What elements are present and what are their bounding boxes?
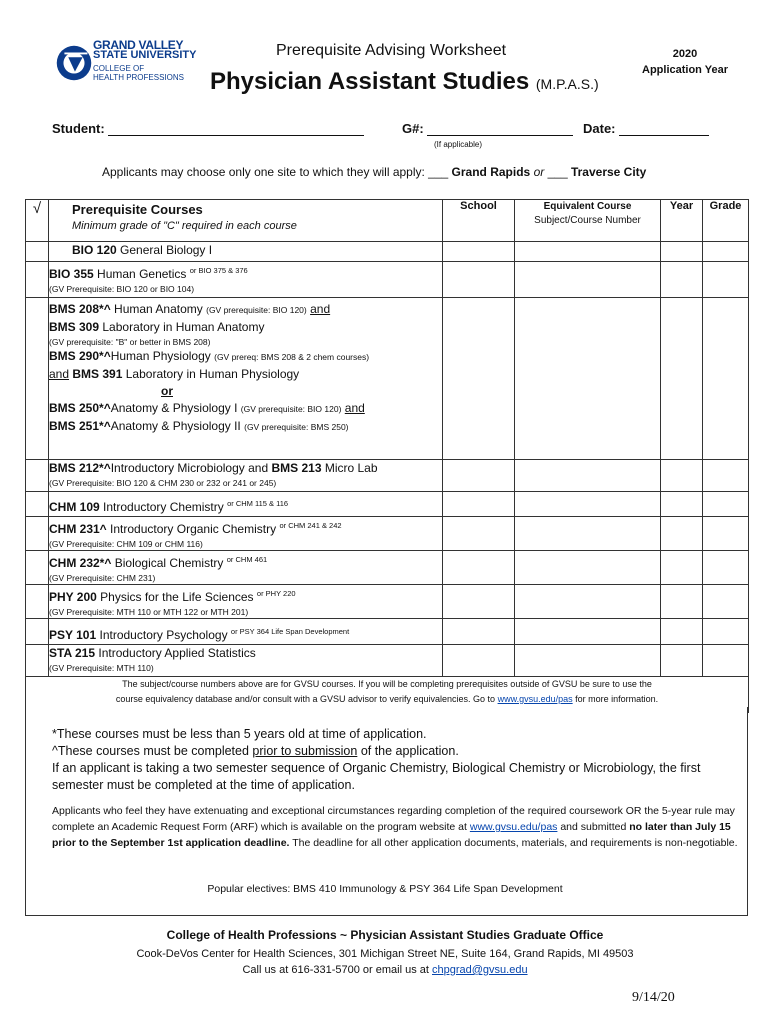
year-cell[interactable] [661, 262, 703, 298]
program-title [210, 68, 599, 96]
course-name: Laboratory in Human Physiology [125, 367, 300, 381]
grade-cell[interactable] [703, 585, 749, 619]
course-cell [49, 517, 443, 551]
school-cell[interactable] [443, 298, 515, 460]
year-header: Year [661, 200, 703, 242]
course-code: PSY 101 [49, 628, 97, 642]
course-prereq: (GV prereq: BMS 208 & 2 chem courses) [214, 352, 370, 362]
grade-cell[interactable] [703, 298, 749, 460]
and-connector: and [310, 302, 331, 316]
grade-header: Grade [703, 200, 749, 242]
course-name: Human Physiology [110, 349, 211, 363]
year-cell[interactable] [661, 492, 703, 517]
date-label: Date: [583, 121, 616, 136]
year-cell[interactable] [661, 551, 703, 585]
course-prereq: (GV Prerequisite: BIO 120 & CHM 230 or 232 or 241 or 245) [49, 478, 277, 488]
course-name: Introductory Chemistry [103, 500, 224, 514]
equivalency-note-line1: The subject/course numbers above are for GVSU courses. If you will be completing prerequisites outside of GVSU be sure to use the [122, 679, 652, 689]
year-cell[interactable] [661, 298, 703, 460]
equivalent-header-sub: Subject/Course Number [534, 215, 641, 226]
equivalent-cell[interactable] [515, 585, 661, 619]
table-row [26, 645, 749, 677]
check-cell[interactable] [26, 517, 49, 551]
student-input[interactable] [108, 123, 364, 136]
two-semester-note: If an applicant is taking a two semester sequence of Organic Chemistry, Biological Chemistry or Microbiology, the first semester must be completed at the time of application. [52, 761, 701, 792]
equivalency-note-line2 [26, 692, 748, 707]
course-prereq: (GV Prerequisite: MTH 110) [49, 663, 154, 673]
check-cell[interactable] [26, 645, 49, 677]
caret-note [52, 743, 732, 760]
table-row [26, 551, 749, 585]
check-cell[interactable] [26, 551, 49, 585]
contact-text: Call us at 616-331-5700 or email us at [242, 964, 429, 976]
course-cell [49, 298, 443, 460]
course-code: BMS 309 [49, 320, 100, 334]
course-prereq: (GV prerequisite: BMS 250) [244, 422, 349, 432]
date-input[interactable] [619, 123, 709, 136]
office-contact [0, 946, 770, 978]
check-cell[interactable] [26, 242, 49, 262]
program-abbr: (M.P.A.S.) [535, 76, 599, 92]
grade-cell[interactable] [703, 460, 749, 492]
year-cell[interactable] [661, 645, 703, 677]
student-label: Student: [52, 121, 105, 136]
table-row [26, 242, 749, 262]
course-code: CHM 231^ [49, 522, 107, 536]
school-cell[interactable] [443, 645, 515, 677]
course-code: BMS 208*^ [49, 302, 111, 316]
course-prereq: (GV Prerequisite: BIO 120 or BIO 104) [49, 284, 195, 294]
arf-note [52, 803, 742, 851]
year-cell[interactable] [661, 619, 703, 645]
school-cell[interactable] [443, 262, 515, 298]
course-name: Micro Lab [324, 461, 378, 475]
date-field [583, 121, 709, 136]
course-name: General Biology I [120, 243, 213, 257]
table-row [26, 492, 749, 517]
grade-cell[interactable] [703, 262, 749, 298]
table-row [26, 517, 749, 551]
course-code: STA 215 [49, 646, 96, 660]
course-cell [49, 460, 443, 492]
course-name: Human Anatomy [114, 302, 203, 316]
arf-website-link[interactable]: www.gvsu.edu/pas [469, 821, 558, 833]
course-prereq: (GV prerequisite: "B" or better in BMS 208) [49, 337, 211, 347]
caret-note-a: ^These courses must be completed [52, 744, 249, 758]
program-title-text: Physician Assistant Studies [210, 68, 530, 95]
year-cell[interactable] [661, 242, 703, 262]
caret-note-underlined: prior to submission [252, 744, 358, 758]
course-cell [49, 619, 443, 645]
year-label: Application Year [642, 64, 728, 76]
arf-deadline: no later than July 15 prior to the September 1st application deadline. [52, 821, 731, 849]
course-cell [49, 262, 443, 298]
course-code: CHM 232*^ [49, 556, 112, 570]
sites-blank[interactable]: ___ [547, 165, 568, 179]
course-code: BMS 212*^ [49, 461, 111, 475]
check-cell[interactable] [26, 585, 49, 619]
arf-note-b: and submitted [560, 821, 627, 833]
equivalency-note-text: course equivalency database and/or consult with a GVSU advisor to verify equivalencies. Go to [115, 694, 496, 704]
document-date: 9/14/20 [632, 990, 675, 1005]
site-traverse-city: Traverse City [570, 165, 647, 179]
application-year [640, 46, 730, 78]
office-address: Cook-DeVos Center for Health Sciences, 301 Michigan Street NE, Suite 164, Grand Rapids, MI 49503 [136, 948, 634, 960]
equivalent-header-title: Equivalent Course [543, 201, 632, 212]
school-cell[interactable] [443, 517, 515, 551]
table-row [26, 585, 749, 619]
course-name: Physics for the Life Sciences [100, 590, 254, 604]
star-note: *These courses must be less than 5 years old at time of application. [52, 727, 427, 741]
course-code: BMS 290*^ [49, 349, 111, 363]
check-cell[interactable] [26, 619, 49, 645]
grade-cell[interactable] [703, 645, 749, 677]
school-cell[interactable] [443, 460, 515, 492]
course-cell [49, 492, 443, 517]
sites-text: Applicants may choose only one site to which they will apply: ___ [102, 165, 449, 179]
caret-note-b: of the application. [360, 744, 459, 758]
course-prereq: (GV prerequisite: BIO 120) [206, 305, 307, 315]
office-name: College of Health Professions ~ Physician Assistant Studies Graduate Office [166, 928, 604, 942]
course-name: Introductory Organic Chemistry [110, 522, 277, 536]
course-cell [49, 585, 443, 619]
school-cell[interactable] [443, 619, 515, 645]
course-name: Introductory Applied Statistics [98, 646, 256, 660]
course-code: BIO 120 [72, 243, 117, 257]
arf-note-a: Applicants who feel they have extenuating and exceptional circumstances regarding completion of the required coursework OR the 5-year rule may complete an Academic Request Form (ARF) which is available on the program website at [52, 805, 735, 833]
course-name: Laboratory in Human Anatomy [102, 320, 265, 334]
prerequisite-table [25, 199, 749, 713]
table-header-row [26, 200, 749, 242]
equivalent-cell[interactable] [515, 619, 661, 645]
prereq-header [49, 200, 443, 242]
school-cell[interactable] [443, 242, 515, 262]
prereq-header-title: Prerequisite Courses [72, 202, 203, 217]
course-prereq: (GV Prerequisite: CHM 109 or CHM 116) [49, 539, 203, 549]
gnumber-field [402, 121, 573, 136]
email-link[interactable]: chpgrad@gvsu.edu [432, 964, 528, 976]
equivalent-cell[interactable] [515, 645, 661, 677]
table-row [26, 298, 749, 460]
and-connector: and [49, 367, 70, 381]
timing-notes [52, 726, 732, 794]
year-value: 2020 [672, 48, 698, 60]
gnumber-label: G#: [402, 121, 424, 136]
course-alternative: or CHM 115 & 116 [227, 499, 289, 508]
year-cell[interactable] [661, 460, 703, 492]
course-cell [49, 551, 443, 585]
school-header: School [443, 200, 515, 242]
course-code: BMS 213 [271, 461, 322, 475]
gvsu-wordmark [93, 40, 197, 82]
check-column-header: √ [26, 200, 49, 242]
check-cell[interactable] [26, 492, 49, 517]
grade-cell[interactable] [703, 551, 749, 585]
course-cell [49, 242, 443, 262]
worksheet-title: Prerequisite Advising Worksheet [276, 42, 507, 59]
course-code: BMS 391 [72, 367, 123, 381]
course-code: CHM 109 [49, 500, 100, 514]
gvsu-logo-icon [54, 40, 94, 86]
pas-website-link[interactable]: www.gvsu.edu/pas [497, 694, 573, 704]
equivalent-header [515, 200, 661, 242]
course-name: Introductory Psychology [99, 628, 228, 642]
course-code: BMS 251*^ [49, 419, 111, 433]
university-name-1: GRAND VALLEY [93, 38, 184, 52]
site-selection [102, 165, 646, 179]
and-connector: and [344, 401, 365, 415]
grade-cell[interactable] [703, 619, 749, 645]
student-field [52, 121, 364, 136]
table-row [26, 460, 749, 492]
site-grand-rapids: Grand Rapids [451, 165, 531, 179]
if-applicable-note: (If applicable) [434, 140, 483, 149]
equivalent-cell[interactable] [515, 242, 661, 262]
contact-line [0, 962, 770, 978]
course-prereq: (GV Prerequisite: CHM 231) [49, 573, 156, 583]
college-name-1: COLLEGE OF [93, 64, 145, 73]
check-cell[interactable] [26, 262, 49, 298]
arf-note-c: The deadline for all other application documents, materials, and requirements is non-negotiable. [292, 837, 738, 849]
course-name: Anatomy & Physiology I [110, 401, 238, 415]
equivalent-cell[interactable] [515, 517, 661, 551]
course-code: BMS 250*^ [49, 401, 111, 415]
course-prereq: (GV prerequisite: BIO 120) [240, 404, 342, 414]
course-alternative: or PHY 220 [256, 589, 296, 598]
grade-cell[interactable] [703, 492, 749, 517]
course-name: Anatomy & Physiology II [110, 419, 241, 433]
course-cell [49, 645, 443, 677]
popular-electives: Popular electives: BMS 410 Immunology & PSY 364 Life Span Development [207, 883, 563, 895]
course-name: Human Genetics [97, 267, 187, 281]
equivalent-cell[interactable] [515, 551, 661, 585]
equivalency-note-end: for more information. [575, 694, 659, 704]
equivalent-cell[interactable] [515, 460, 661, 492]
equivalent-cell[interactable] [515, 492, 661, 517]
gnumber-input[interactable] [427, 123, 573, 136]
university-name-2: STATE UNIVERSITY [93, 49, 197, 61]
sites-or: or [533, 165, 545, 179]
year-cell[interactable] [661, 585, 703, 619]
course-code: PHY 200 [49, 590, 97, 604]
grade-cell[interactable] [703, 242, 749, 262]
year-cell[interactable] [661, 517, 703, 551]
course-name: Biological Chemistry [114, 556, 224, 570]
course-code: BIO 355 [49, 267, 94, 281]
course-prereq: (GV Prerequisite: MTH 110 or MTH 122 or MTH 201) [49, 607, 249, 617]
course-alternative: or PSY 364 Life Span Development [230, 627, 350, 636]
course-alternative: or CHM 241 & 242 [279, 521, 342, 530]
equivalent-cell[interactable] [515, 262, 661, 298]
school-cell[interactable] [443, 585, 515, 619]
check-cell[interactable] [26, 298, 49, 460]
college-name-2: HEALTH PROFESSIONS [93, 73, 184, 82]
equivalent-cell[interactable] [515, 298, 661, 460]
grade-cell[interactable] [703, 517, 749, 551]
school-cell[interactable] [443, 492, 515, 517]
table-row [26, 619, 749, 645]
course-alternative: or CHM 461 [226, 555, 268, 564]
or-connector: or [161, 384, 173, 398]
school-cell[interactable] [443, 551, 515, 585]
course-name: Introductory Microbiology and [110, 461, 269, 475]
prereq-header-sub: Minimum grade of "C" required in each course [72, 220, 297, 232]
table-row [26, 262, 749, 298]
check-cell[interactable] [26, 460, 49, 492]
course-alternative: or BIO 375 & 376 [189, 266, 248, 275]
